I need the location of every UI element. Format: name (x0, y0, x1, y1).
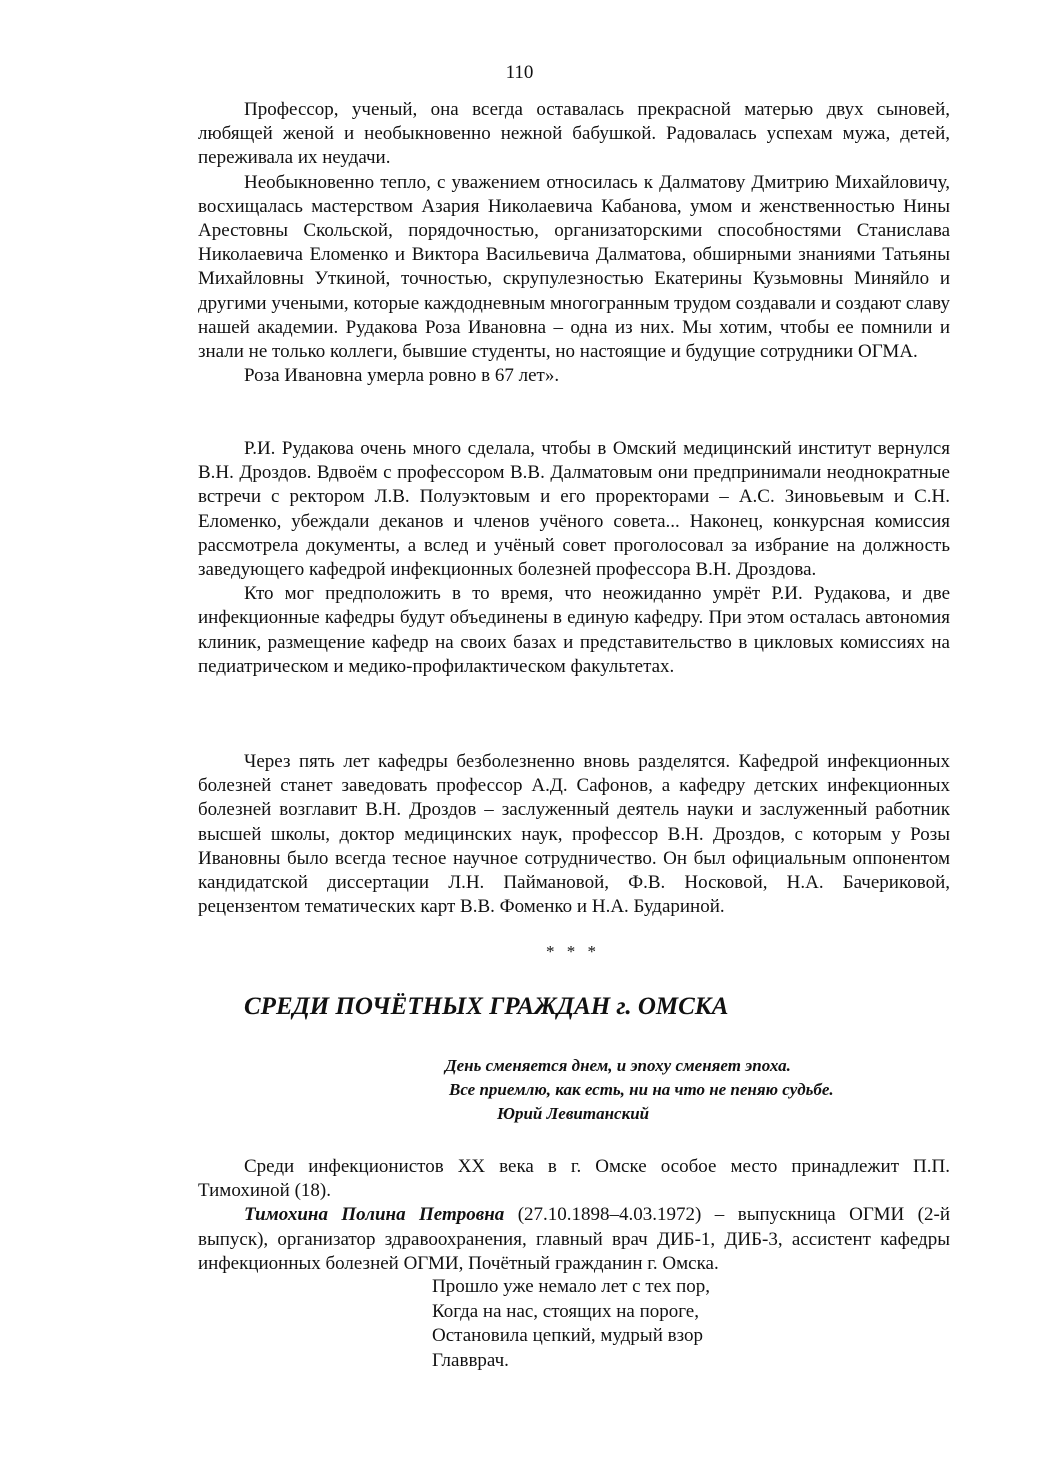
section-separator: * * * (546, 942, 600, 961)
biography-text: (27.10.1898–4.03.1972) – выпускница ОГМИ (2-й выпуск), организатор здравоохранения, главный врач ДИБ-1, ДИБ-3, ассистент кафедры инфекционных болезней ОГМИ, Почётный гражданин г. Омска. (198, 1204, 950, 1274)
paragraph: Роза Ивановна умерла ровно в 67 лет». (244, 365, 560, 387)
epigraph (445, 1054, 834, 1126)
epigraph-line: Все приемлю, как есть, ни на что не пеняю судьбе. (449, 1080, 834, 1099)
poem-line: Когда на нас, стоящих на пороге, (432, 1300, 699, 1322)
paragraph: Кто мог предположить в то время, что неожиданно умрёт Р.И. Рудакова, и две инфекционные кафедры будут объединены в единую кафедру. При этом осталась автономия клиник, размещение кафедр на своих базах и представительство в цикловых комиссиях на педиатрическом и медико-профилактическом факультетах. (198, 583, 950, 677)
poem-line: Прошло уже немало лет с тех пор, (432, 1276, 711, 1297)
paragraph: Необыкновенно тепло, с уважением относилась к Далматову Дмитрию Михайловичу, восхищалась мастерством Азария Николаевича Кабанова, умом и женственностью Нины Арестовны Скольской, порядочностью, организаторскими способностями Станислава Николаевича Еломенко и Виктора Васильевича Далматова, обширными знаниями Татьяны Михайловны Уткиной, точностью, скрупулезностью Екатерины Кузьмовны Миняйло и другими учеными, которые каждодневным многогранным трудом создавали и создают славу нашей академии. Рудакова Роза Ивановна – одна из них. Мы хотим, чтобы ее помнили и знали не только коллеги, бывшие студенты, но настоящие и будущие сотрудники ОГМА. (198, 171, 950, 363)
memoir-section (198, 98, 950, 388)
biography-paragraph (198, 1203, 950, 1276)
epigraph-author: Юрий Левитанский (497, 1104, 650, 1123)
page-number: 110 (505, 62, 534, 83)
paragraph: Профессор, ученый, она всегда оставалась прекрасной матерью двух сыновей, любящей женой и необыкновенно нежной бабушкой. Радовалась успехам мужа, детей, переживала их неудачи. (198, 99, 950, 169)
paragraph: Р.И. Рудакова очень много сделала, чтобы в Омский медицинский институт вернулся В.Н. Дроздов. Вдвоём с профессором В.В. Далматовым они предпринимали неоднократные встречи с ректором Л.В. Полуэктовым и его проректорами – А.С. Зиновьевым и С.Н. Еломенко, убеждали деканов и членов учёного совета... Наконец, конкурсная комиссия рассмотрела документы, а вслед и учёный совет проголосовал за избрание на должность заведующего кафедрой инфекционных болезней профессора В.Н. Дроздова. (198, 438, 950, 581)
epigraph-line: День сменяется днем, и эпоху сменяет эпоха. (445, 1056, 791, 1075)
section-heading: СРЕДИ ПОЧЁТНЫХ ГРАЖДАН г. ОМСКА (244, 993, 729, 1020)
poem (432, 1275, 710, 1373)
timokhina-section (198, 1155, 950, 1276)
paragraph: Через пять лет кафедры безболезненно вновь разделятся. Кафедрой инфекционных болезней станет заведовать профессор А.Д. Сафонов, а кафедру детских инфекционных болезней возглавит В.Н. Дроздов – заслуженный деятель науки и заслуженный работник высшей школы, доктор медицинских наук, профессор В.Н. Дроздов, с которым у Розы Ивановны было всегда тесное научное сотрудничество. Он был официальным оппонентом кандидатской диссертации Л.Н. Паймановой, Ф.В. Носковой, Н.А. Бачериковой, рецензентом тематических карт В.В. Фоменко и Н.А. Бударинoй. (198, 751, 950, 918)
departments-section (198, 750, 950, 919)
drozdov-return-section (198, 437, 950, 679)
paragraph: Среди инфекционистов XX века в г. Омске особое место принадлежит П.П. Тимохиной (18). (198, 1156, 950, 1202)
person-name: Тимохина Полина Петровна (244, 1204, 505, 1226)
poem-line: Главврач. (432, 1349, 509, 1371)
poem-line: Остановила цепкий, мудрый взор (432, 1325, 703, 1346)
